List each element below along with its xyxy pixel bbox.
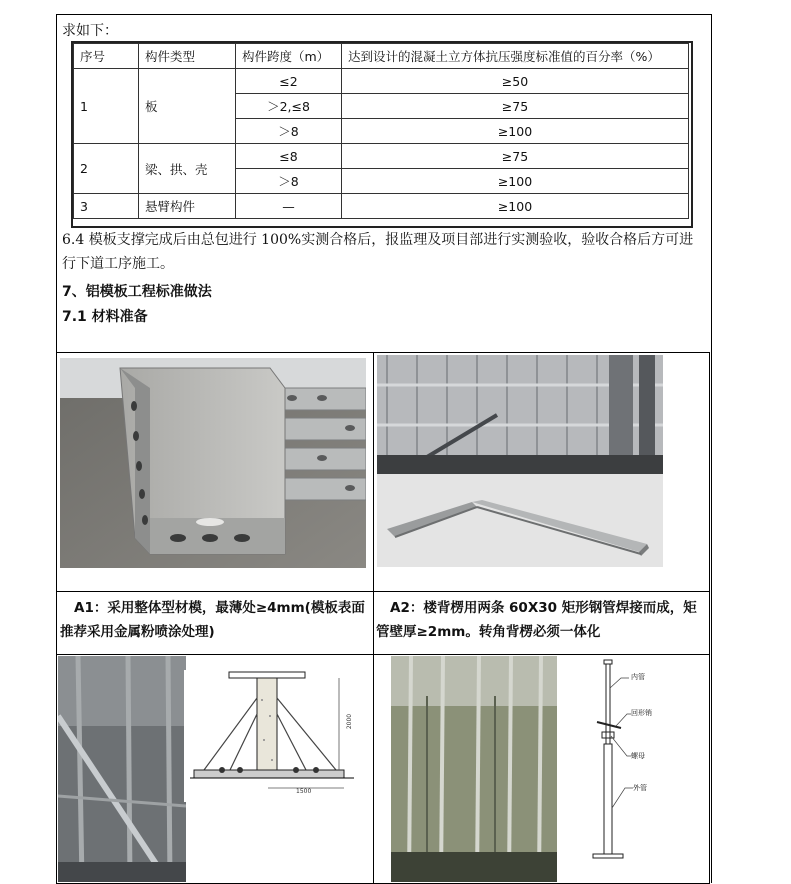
strength-table [73, 43, 689, 219]
header-no: 序号 [74, 44, 139, 69]
table-row [74, 144, 689, 169]
table-row [74, 194, 689, 219]
heading-7: 7、铝模板工程标准做法 [62, 284, 212, 300]
heading-7-1: 7.1 材料准备 [62, 309, 148, 325]
row-span: ＞8 [236, 119, 342, 144]
table-header-row [74, 44, 689, 69]
label-nut: 螺母 [631, 752, 645, 760]
paragraph-6-4: 6.4 模板支撑完成后由总包进行 100%实测合格后，报监理及项目部进行实测验收，验收合格后方可进行下道工序施工。 [62, 232, 694, 272]
row-type: 梁、拱、壳 [139, 144, 236, 194]
row-span: ＞2,≤8 [236, 94, 342, 119]
header-type: 构件类型 [139, 44, 236, 69]
row-no: 2 [74, 144, 139, 194]
row-percent: ≥100 [342, 169, 689, 194]
dim-vertical: 2000 [346, 713, 354, 730]
label-pin: 回形销 [631, 709, 652, 717]
row-percent: ≥100 [342, 194, 689, 219]
row-span: ＞8 [236, 169, 342, 194]
back-stiffener-photo [377, 474, 663, 567]
row-type: 板 [139, 69, 236, 144]
brace-diagram [184, 670, 362, 802]
header-percent: 达到设计的混凝土立方体抗压强度标准值的百分率（%） [342, 44, 689, 69]
row-span: ≤2 [236, 69, 342, 94]
row-span: ≤8 [236, 144, 342, 169]
header-span: 构件跨度（m） [236, 44, 342, 69]
row-percent: ≥50 [342, 69, 689, 94]
row-percent: ≥100 [342, 119, 689, 144]
caption-a2: A2：楼背楞用两条 60X30 矩形钢管焊接而成，矩管壁厚≥2mm。转角背楞必须一体化 [376, 600, 697, 640]
label-inner-pipe: 内管 [631, 673, 645, 681]
dim-horizontal: 1500 [296, 788, 312, 795]
support-pole-diagram [561, 658, 691, 882]
table-row [74, 69, 689, 94]
intro-text: 求如下： [62, 23, 118, 39]
diagonal-brace-photo [58, 656, 186, 882]
row-percent: ≥75 [342, 144, 689, 169]
aluminum-panel-photo [60, 358, 366, 568]
label-outer-pipe: 外管 [633, 784, 647, 792]
row-percent: ≥75 [342, 94, 689, 119]
photo-grid [56, 352, 710, 882]
caption-a1: A1：采用整体型材模，最薄处≥4mm(模板表面推荐采用金属粉喷涂处理) [60, 600, 365, 640]
row-span: — [236, 194, 342, 219]
row-no: 3 [74, 194, 139, 219]
row-no: 1 [74, 69, 139, 144]
shoring-photo [391, 656, 557, 882]
formwork-wall-photo [377, 355, 663, 475]
row-type: 悬臂构件 [139, 194, 236, 219]
